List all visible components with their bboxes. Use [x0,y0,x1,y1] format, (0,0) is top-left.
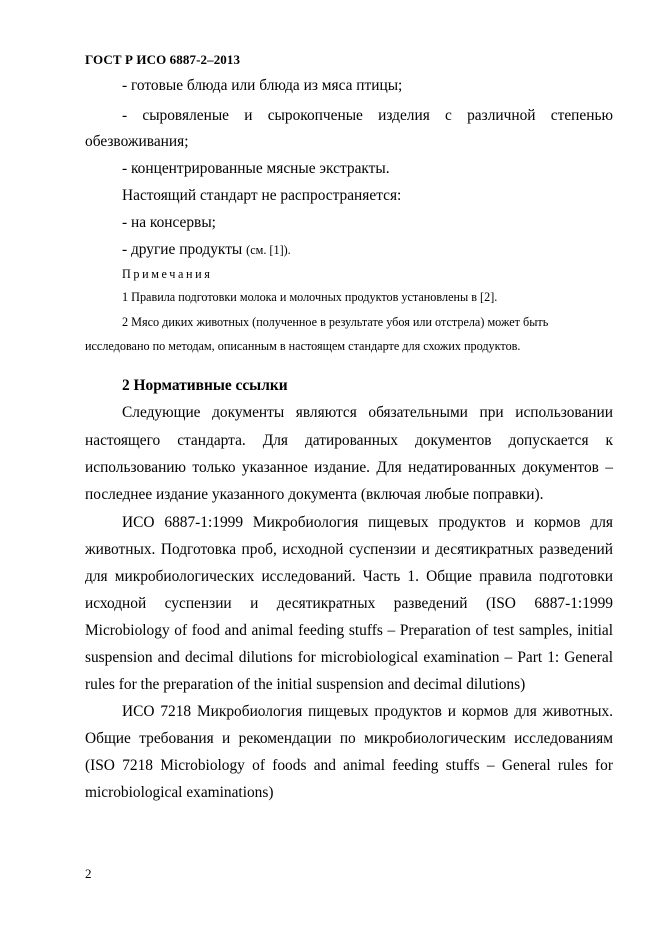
page-header-standard-title: ГОСТ Р ИСО 6887-2–2013 [85,52,241,67]
paragraph-line: ИСО 7218 Микробиология пищевых продуктов и кормов для животных. [122,703,613,720]
paragraph-line: использованию только указанное издание. Для недатированных документов – [85,459,613,476]
paragraph-line: для микробиологических исследований. Часть 1. Общие правила подготовки [85,568,613,585]
paragraph-line: Microbiology of food and animal feeding stuffs – Preparation of test samples, initial [85,622,613,639]
paragraph-line: Следующие документы являются обязательными при использовании [122,404,613,421]
paragraph-line: ИСО 6887-1:1999 Микробиология пищевых продуктов и кормов для [122,514,613,531]
scope-item [122,242,291,257]
paragraph-line: исходной суспензии и десятикратных разведений (ISO 6887-1:1999 [85,595,613,612]
paragraph-line: suspension and decimal dilutions for microbiological examination – Part 1: General [85,649,613,666]
note-item-continuation: исследовано по методам, описанным в настоящем стандарте для схожих продуктов. [85,339,521,353]
bibliography-reference: (см. [1]). [246,243,291,257]
paragraph-line: Общие требования и рекомендации по микробиологическим исследованиям [85,730,613,747]
scope-intro: Настоящий стандарт не распространяется: [122,187,402,204]
paragraph-line: microbiological examinations) [85,784,274,801]
note-item: 1 Правила подготовки молока и молочных продуктов установлены в [2]. [122,290,498,304]
list-item-continuation: обезвоживания; [85,133,189,150]
list-item: - готовые блюда или блюда из мяса птицы; [122,77,403,94]
paragraph-line: настоящего стандарта. Для датированных документов допускается к [85,432,613,449]
list-item: - концентрированные мясные экстракты. [122,160,390,177]
paragraph-line: rules for the preparation of the initial suspension and decimal dilutions) [85,676,526,693]
scope-item: - на консервы; [122,214,216,231]
page-number: 2 [85,866,92,881]
section-heading: 2 Нормативные ссылки [122,377,288,394]
list-item: - сыровяленые и сырокопченые изделия с различной степенью [122,107,613,124]
note-item: 2 Мясо диких животных (полученное в результате убоя или отстрела) может быть [122,315,549,329]
scope-item-text: - другие продукты [122,241,243,258]
notes-heading: Примечания [122,267,213,281]
paragraph-line: животных. Подготовка проб, исходной суспензии и десятикратных разведений [85,541,613,558]
paragraph-line: (ISO 7218 Microbiology of foods and animal feeding stuffs – General rules for [85,757,613,774]
paragraph-line: последнее издание указанного документа (включая любые поправки). [85,486,544,503]
